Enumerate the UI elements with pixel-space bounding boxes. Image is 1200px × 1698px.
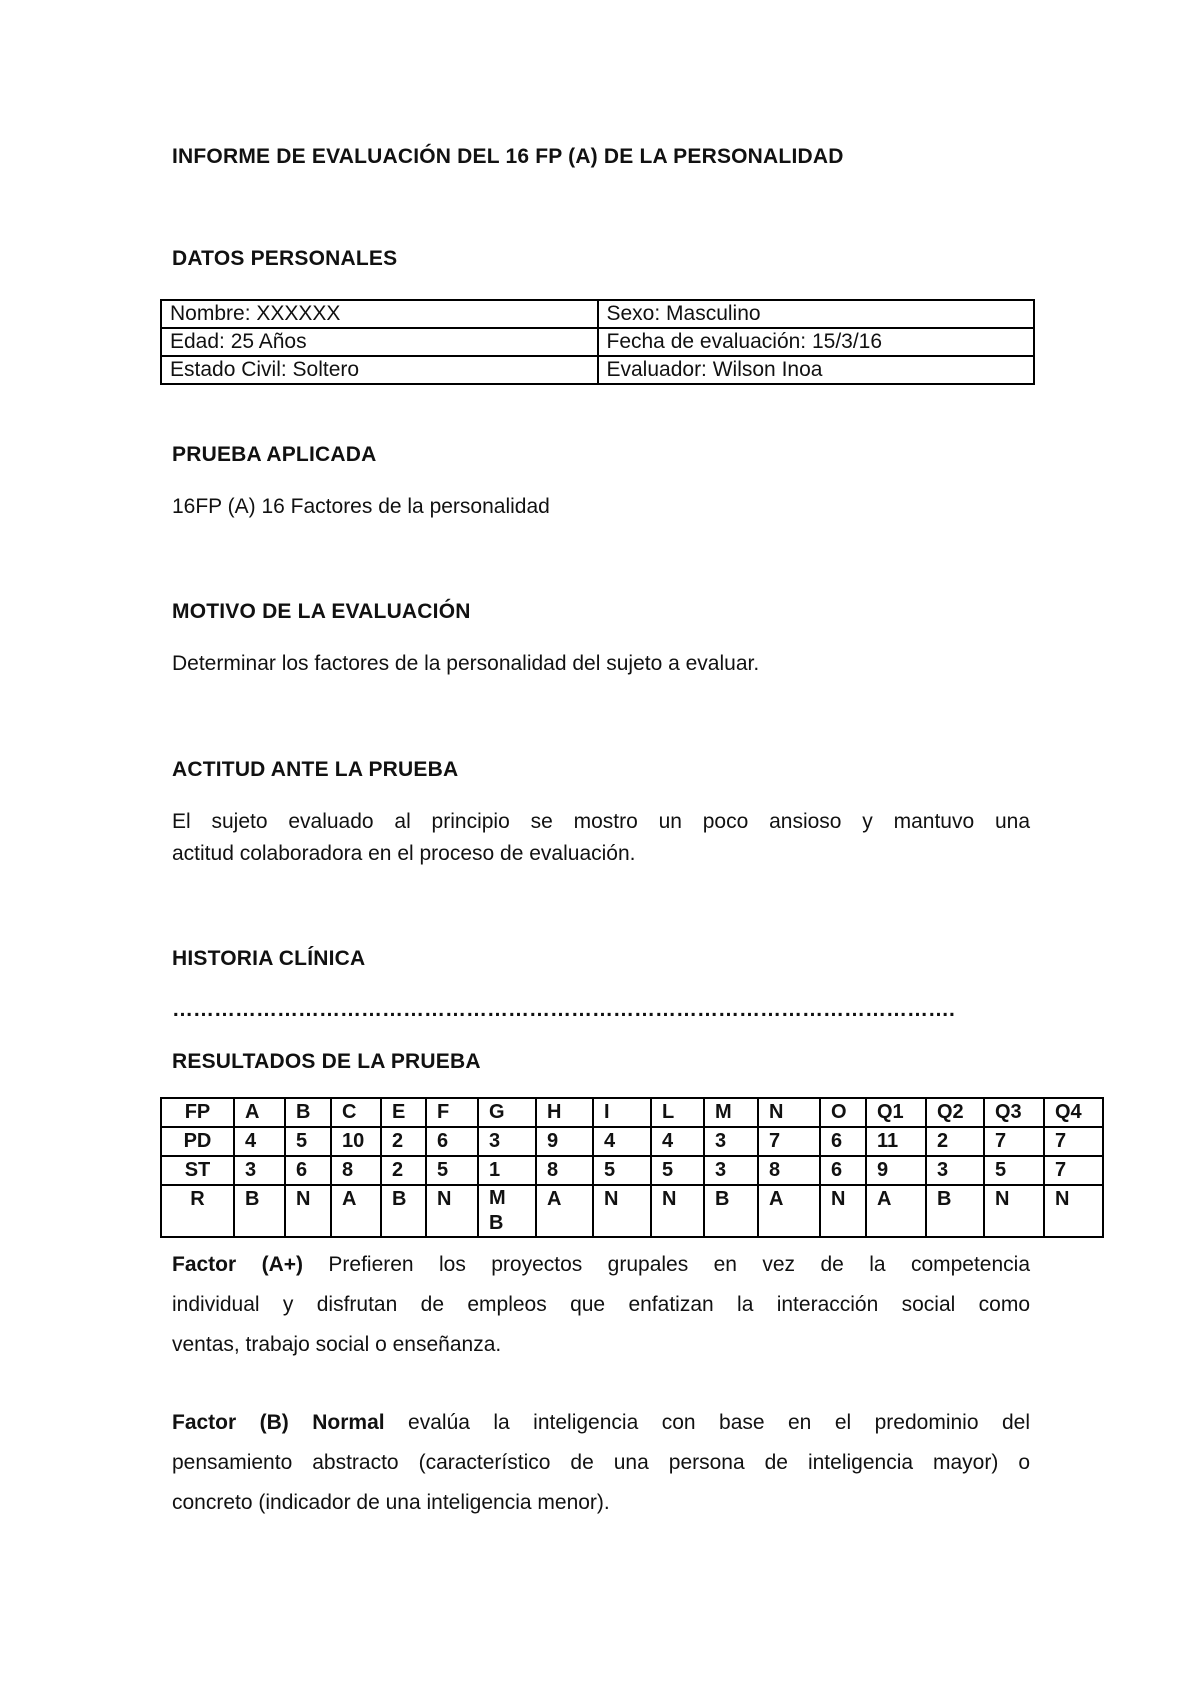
results-table (160, 1097, 1104, 1238)
row-header-cell: ST (161, 1156, 234, 1185)
table-cell: 2 (381, 1127, 426, 1156)
section-heading-actitud: ACTITUD ANTE LA PRUEBA (172, 758, 459, 781)
table-cell: 8 (331, 1156, 381, 1185)
section-heading-motivo: MOTIVO DE LA EVALUACIÓN (172, 600, 471, 623)
factor-paragraph-line: ventas, trabajo social o enseñanza. (172, 1333, 502, 1356)
table-cell: 2 (381, 1156, 426, 1185)
table-cell: Q2 (926, 1098, 984, 1127)
table-cell: M B (478, 1185, 536, 1237)
row-header-cell: PD (161, 1127, 234, 1156)
table-row (161, 300, 1034, 328)
section-heading-prueba-aplicada: PRUEBA APLICADA (172, 443, 377, 466)
table-cell: 11 (866, 1127, 926, 1156)
table-cell: I (593, 1098, 651, 1127)
row-header-cell: FP (161, 1098, 234, 1127)
table-cell: L (651, 1098, 704, 1127)
report-title: INFORME DE EVALUACIÓN DEL 16 FP (A) DE LA PERSONALIDAD (172, 145, 844, 168)
table-cell: O (820, 1098, 866, 1127)
table-cell: N (820, 1185, 866, 1237)
table-cell: B (285, 1098, 331, 1127)
table-cell: M (704, 1098, 758, 1127)
table-row (161, 1098, 1103, 1127)
table-cell: 5 (984, 1156, 1044, 1185)
table-cell: Edad: 25 Años (161, 328, 598, 356)
table-cell: Evaluador: Wilson Inoa (598, 356, 1035, 384)
table-cell: 6 (285, 1156, 331, 1185)
table-cell: B (926, 1185, 984, 1237)
table-cell: B (234, 1185, 285, 1237)
table-row (161, 1185, 1103, 1237)
table-cell: Estado Civil: Soltero (161, 356, 598, 384)
table-cell: N (593, 1185, 651, 1237)
table-row (161, 328, 1034, 356)
motivo-text: Determinar los factores de la personalidad del sujeto a evaluar. (172, 652, 760, 675)
table-cell: E (381, 1098, 426, 1127)
table-cell: 3 (704, 1127, 758, 1156)
table-cell: 9 (866, 1156, 926, 1185)
table-cell: 5 (285, 1127, 331, 1156)
table-cell: Fecha de evaluación: 15/3/16 (598, 328, 1035, 356)
table-cell: 8 (758, 1156, 820, 1185)
section-heading-historia: HISTORIA CLÍNICA (172, 947, 366, 970)
table-cell: 8 (536, 1156, 593, 1185)
table-cell: 3 (704, 1156, 758, 1185)
table-cell: Q1 (866, 1098, 926, 1127)
table-cell: N (984, 1185, 1044, 1237)
table-cell: 5 (651, 1156, 704, 1185)
table-cell: 7 (984, 1127, 1044, 1156)
table-cell: Q3 (984, 1098, 1044, 1127)
table-cell: B (704, 1185, 758, 1237)
table-cell: N (758, 1098, 820, 1127)
table-cell: 7 (1044, 1127, 1103, 1156)
table-cell: N (651, 1185, 704, 1237)
table-cell: H (536, 1098, 593, 1127)
table-cell: 1 (478, 1156, 536, 1185)
table-cell: Q4 (1044, 1098, 1103, 1127)
factor-label: Factor (B) Normal (172, 1411, 385, 1434)
factor-paragraph-line: pensamiento abstracto (característico de una persona de inteligencia mayor) o (172, 1451, 1030, 1474)
table-cell: 3 (234, 1156, 285, 1185)
table-row (161, 1156, 1103, 1185)
table-cell: 4 (593, 1127, 651, 1156)
factor-label: Factor (A+) (172, 1253, 303, 1276)
table-cell: N (426, 1185, 478, 1237)
actitud-text-line: actitud colaboradora en el proceso de evaluación. (172, 842, 636, 865)
table-cell: 3 (478, 1127, 536, 1156)
table-cell: C (331, 1098, 381, 1127)
table-row (161, 356, 1034, 384)
factor-text: Prefieren los proyectos grupales en vez de la competencia (328, 1253, 1031, 1276)
table-cell: A (331, 1185, 381, 1237)
factor-text: evalúa la inteligencia con base en el predominio del (408, 1411, 1030, 1434)
table-cell: 9 (536, 1127, 593, 1156)
table-cell: F (426, 1098, 478, 1127)
personal-data-table (160, 299, 1035, 385)
table-cell: 6 (820, 1156, 866, 1185)
table-cell: 5 (426, 1156, 478, 1185)
section-heading-datos-personales: DATOS PERSONALES (172, 247, 398, 270)
table-cell: 10 (331, 1127, 381, 1156)
table-cell: A (536, 1185, 593, 1237)
table-cell: B (381, 1185, 426, 1237)
table-cell: 6 (426, 1127, 478, 1156)
table-cell: 5 (593, 1156, 651, 1185)
actitud-text-line: El sujeto evaluado al principio se mostro un poco ansioso y mantuvo una (172, 810, 1030, 833)
section-heading-resultados: RESULTADOS DE LA PRUEBA (172, 1050, 481, 1073)
factor-paragraph-line (172, 1245, 1030, 1285)
factor-paragraph-line (172, 1403, 1030, 1443)
table-cell: 7 (1044, 1156, 1103, 1185)
table-row (161, 1127, 1103, 1156)
table-cell: 4 (234, 1127, 285, 1156)
table-cell: 6 (820, 1127, 866, 1156)
factor-paragraph-line: concreto (indicador de una inteligencia menor). (172, 1491, 610, 1514)
prueba-aplicada-text: 16FP (A) 16 Factores de la personalidad (172, 495, 550, 518)
table-cell: 2 (926, 1127, 984, 1156)
table-cell: 3 (926, 1156, 984, 1185)
table-cell: G (478, 1098, 536, 1127)
table-cell: A (758, 1185, 820, 1237)
table-cell: 4 (651, 1127, 704, 1156)
table-cell: A (866, 1185, 926, 1237)
table-cell: 7 (758, 1127, 820, 1156)
table-cell: N (285, 1185, 331, 1237)
historia-dots: …………………………………………………………………………………………………. (172, 998, 955, 1021)
table-cell: Sexo: Masculino (598, 300, 1035, 328)
table-cell: N (1044, 1185, 1103, 1237)
table-cell: A (234, 1098, 285, 1127)
row-header-cell: R (161, 1185, 234, 1237)
factor-paragraph-line: individual y disfrutan de empleos que enfatizan la interacción social como (172, 1293, 1030, 1316)
table-cell: Nombre: XXXXXX (161, 300, 598, 328)
